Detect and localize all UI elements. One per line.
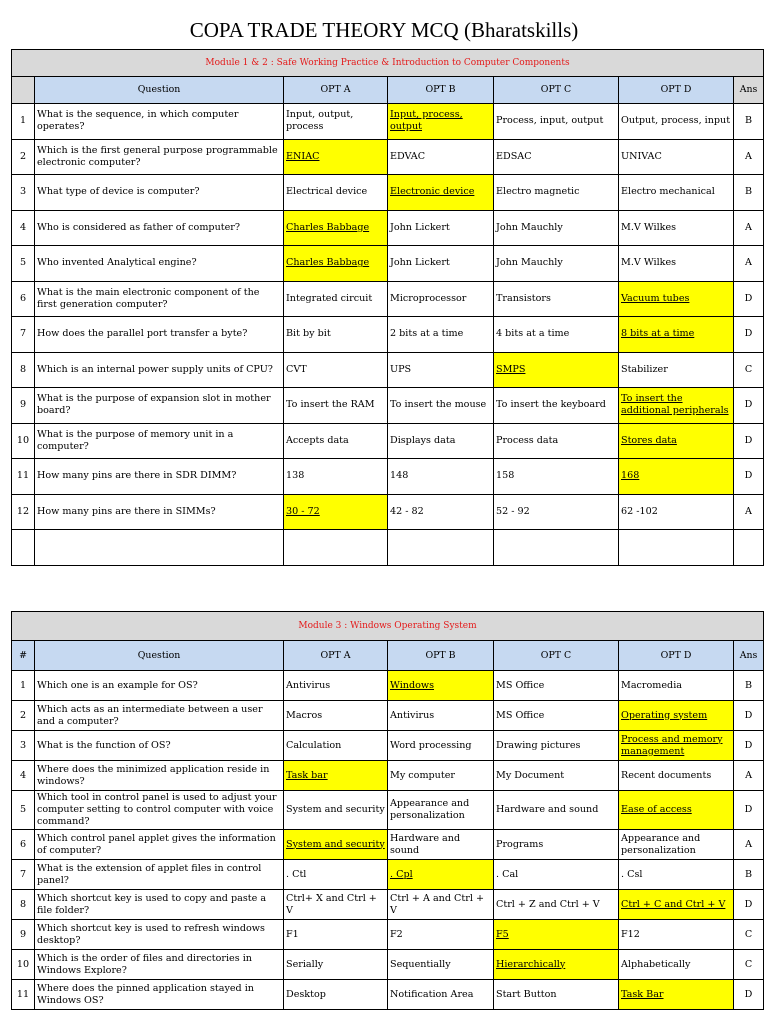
option-a: 138 [284, 459, 388, 495]
question-text: What is the function of OS? [35, 731, 284, 761]
option-b: EDVAC [388, 139, 494, 175]
answer: A [734, 139, 764, 175]
answer: D [734, 701, 764, 731]
question-row [12, 701, 764, 731]
correct-answer-text: Input, process, output [390, 109, 463, 133]
option-c: John Mauchly [494, 246, 619, 282]
correct-answer-text: Task Bar [621, 988, 664, 1000]
correct-answer-text: . Cpl [390, 868, 413, 880]
option-c: 52 - 92 [494, 494, 619, 530]
option-a: Integrated circuit [284, 281, 388, 317]
option-a: Input, output, process [284, 104, 388, 140]
question-row [12, 830, 764, 860]
answer: B [734, 175, 764, 211]
option-c: Process data [494, 423, 619, 459]
option-d [619, 980, 734, 1010]
option-a: CVT [284, 352, 388, 388]
option-d: Stabilizer [619, 352, 734, 388]
answer: D [734, 317, 764, 353]
option-c: Hardware and sound [494, 791, 619, 830]
option-b: F2 [388, 920, 494, 950]
option-d: Electro mechanical [619, 175, 734, 211]
option-b: John Lickert [388, 246, 494, 282]
question-text: Where does the pinned application stayed in Windows OS? [35, 980, 284, 1010]
question-number: 4 [12, 761, 35, 791]
option-c: Programs [494, 830, 619, 860]
question-text: Which shortcut key is used to copy and paste a file folder? [35, 890, 284, 920]
correct-answer-text: 8 bits at a time [621, 328, 695, 340]
option-c: Transistors [494, 281, 619, 317]
option-a [284, 246, 388, 282]
question-text: How does the parallel port transfer a byte? [35, 317, 284, 353]
option-c: . Cal [494, 860, 619, 890]
option-d [619, 423, 734, 459]
question-number: 10 [12, 950, 35, 980]
option-c: MS Office [494, 671, 619, 701]
option-c [494, 920, 619, 950]
option-a: System and security [284, 791, 388, 830]
correct-answer-text: ENIAC [286, 150, 320, 162]
header-number [12, 77, 35, 104]
question-row [12, 210, 764, 246]
option-d [619, 890, 734, 920]
option-d: Appearance and personalization [619, 830, 734, 860]
option-b: Antivirus [388, 701, 494, 731]
option-c [494, 352, 619, 388]
header-opt-d: OPT D [619, 77, 734, 104]
header-opt-c: OPT C [494, 641, 619, 671]
option-b: 148 [388, 459, 494, 495]
question-row [12, 950, 764, 980]
option-d: 62 -102 [619, 494, 734, 530]
option-d [619, 317, 734, 353]
question-number: 11 [12, 459, 35, 495]
empty-cell [388, 530, 494, 566]
question-text: Which is an internal power supply units of CPU? [35, 352, 284, 388]
option-d [619, 791, 734, 830]
empty-cell [734, 530, 764, 566]
question-row [12, 423, 764, 459]
option-b [388, 671, 494, 701]
option-b: Appearance and personalization [388, 791, 494, 830]
option-c: Process, input, output [494, 104, 619, 140]
correct-answer-text: 30 - 72 [286, 505, 320, 517]
empty-row [12, 530, 764, 566]
question-number: 4 [12, 210, 35, 246]
option-a [284, 494, 388, 530]
option-b: 2 bits at a time [388, 317, 494, 353]
question-row [12, 175, 764, 211]
option-d [619, 281, 734, 317]
header-opt-a: OPT A [284, 77, 388, 104]
option-b [388, 175, 494, 211]
option-c: 4 bits at a time [494, 317, 619, 353]
question-number: 8 [12, 352, 35, 388]
question-number: 7 [12, 317, 35, 353]
question-number: 1 [12, 104, 35, 140]
empty-cell [619, 530, 734, 566]
question-number: 10 [12, 423, 35, 459]
question-text: How many pins are there in SIMMs? [35, 494, 284, 530]
question-row [12, 139, 764, 175]
option-b: Sequentially [388, 950, 494, 980]
answer: D [734, 423, 764, 459]
header-opt-b: OPT B [388, 77, 494, 104]
option-a: Macros [284, 701, 388, 731]
option-d: M.V Wilkes [619, 246, 734, 282]
correct-answer-text: Windows [390, 679, 434, 691]
question-number: 9 [12, 388, 35, 424]
question-number: 3 [12, 175, 35, 211]
question-row [12, 791, 764, 830]
option-d [619, 459, 734, 495]
answer: B [734, 104, 764, 140]
question-text: Who is considered as father of computer? [35, 210, 284, 246]
module-1-2-table [11, 49, 764, 566]
question-text: What is the purpose of expansion slot in mother board? [35, 388, 284, 424]
option-d: Output, process, input [619, 104, 734, 140]
correct-answer-text: Process and memory management [621, 733, 723, 757]
question-row [12, 671, 764, 701]
header-question: Question [35, 77, 284, 104]
answer: C [734, 352, 764, 388]
question-number: 6 [12, 830, 35, 860]
question-text: What is the main electronic component of the first generation computer? [35, 281, 284, 317]
answer: A [734, 246, 764, 282]
answer: D [734, 281, 764, 317]
option-b: John Lickert [388, 210, 494, 246]
question-number: 7 [12, 860, 35, 890]
option-c: John Mauchly [494, 210, 619, 246]
question-number: 9 [12, 920, 35, 950]
header-question: Question [35, 641, 284, 671]
answer: A [734, 830, 764, 860]
question-number: 2 [12, 139, 35, 175]
correct-answer-text: Electronic device [390, 186, 475, 198]
question-row [12, 388, 764, 424]
module-heading: Module 3 : Windows Operating System [12, 612, 764, 641]
option-a: F1 [284, 920, 388, 950]
question-text: Where does the minimized application reside in windows? [35, 761, 284, 791]
question-row [12, 731, 764, 761]
question-number: 11 [12, 980, 35, 1010]
option-a: . Ctl [284, 860, 388, 890]
question-row [12, 890, 764, 920]
answer: D [734, 459, 764, 495]
question-text: What type of device is computer? [35, 175, 284, 211]
option-a: Bit by bit [284, 317, 388, 353]
module-3-table [11, 611, 764, 1010]
option-d [619, 731, 734, 761]
option-a [284, 139, 388, 175]
option-b [388, 860, 494, 890]
answer: A [734, 761, 764, 791]
correct-answer-text: SMPS [496, 363, 526, 375]
question-row [12, 352, 764, 388]
option-a [284, 761, 388, 791]
correct-answer-text: Vacuum tubes [621, 292, 690, 304]
module-heading: Module 1 & 2 : Safe Working Practice & Introduction to Computer Components [12, 50, 764, 77]
question-row [12, 281, 764, 317]
option-b: Word processing [388, 731, 494, 761]
question-text: What is the extension of applet files in control panel? [35, 860, 284, 890]
answer: C [734, 920, 764, 950]
option-c: My Document [494, 761, 619, 791]
question-row [12, 761, 764, 791]
option-b: Notification Area [388, 980, 494, 1010]
question-text: What is the purpose of memory unit in a computer? [35, 423, 284, 459]
option-a: Calculation [284, 731, 388, 761]
answer: B [734, 860, 764, 890]
correct-answer-text: Ctrl + C and Ctrl + V [621, 898, 726, 910]
answer: D [734, 791, 764, 830]
option-c: EDSAC [494, 139, 619, 175]
correct-answer-text: Hierarchically [496, 958, 566, 970]
correct-answer-text: System and security [286, 838, 385, 850]
question-text: Who invented Analytical engine? [35, 246, 284, 282]
option-a: To insert the RAM [284, 388, 388, 424]
header-opt-a: OPT A [284, 641, 388, 671]
correct-answer-text: 168 [621, 470, 640, 482]
option-c: Ctrl + Z and Ctrl + V [494, 890, 619, 920]
empty-cell [35, 530, 284, 566]
option-a: Desktop [284, 980, 388, 1010]
header-opt-b: OPT B [388, 641, 494, 671]
header-ans: Ans [734, 641, 764, 671]
option-c: 158 [494, 459, 619, 495]
question-row [12, 317, 764, 353]
option-b: Hardware and sound [388, 830, 494, 860]
option-c: Start Button [494, 980, 619, 1010]
empty-cell [284, 530, 388, 566]
question-row [12, 104, 764, 140]
option-b: UPS [388, 352, 494, 388]
option-a [284, 830, 388, 860]
option-b: Microprocessor [388, 281, 494, 317]
option-d [619, 701, 734, 731]
header-opt-c: OPT C [494, 77, 619, 104]
question-number: 1 [12, 671, 35, 701]
question-row [12, 980, 764, 1010]
option-d: Macromedia [619, 671, 734, 701]
correct-answer-text: Stores data [621, 434, 677, 446]
question-text: Which acts as an intermediate between a user and a computer? [35, 701, 284, 731]
answer: D [734, 890, 764, 920]
option-b: Ctrl + A and Ctrl + V [388, 890, 494, 920]
option-b: To insert the mouse [388, 388, 494, 424]
question-number: 3 [12, 731, 35, 761]
question-number: 2 [12, 701, 35, 731]
option-d: F12 [619, 920, 734, 950]
question-row [12, 246, 764, 282]
option-a: Serially [284, 950, 388, 980]
question-text: Which is the order of files and directories in Windows Explore? [35, 950, 284, 980]
option-d [619, 388, 734, 424]
option-c: To insert the keyboard [494, 388, 619, 424]
question-text: Which is the first general purpose programmable electronic computer? [35, 139, 284, 175]
question-text: How many pins are there in SDR DIMM? [35, 459, 284, 495]
correct-answer-text: Charles Babbage [286, 221, 370, 233]
option-c: Drawing pictures [494, 731, 619, 761]
option-a: Antivirus [284, 671, 388, 701]
question-text: Which tool in control panel is used to adjust your computer setting to control computer with voice command? [35, 791, 284, 830]
question-number: 6 [12, 281, 35, 317]
option-c: MS Office [494, 701, 619, 731]
option-b: 42 - 82 [388, 494, 494, 530]
question-number: 12 [12, 494, 35, 530]
answer: D [734, 731, 764, 761]
question-row [12, 494, 764, 530]
answer: C [734, 950, 764, 980]
question-text: Which shortcut key is used to refresh windows desktop? [35, 920, 284, 950]
empty-cell [12, 530, 35, 566]
question-text: Which one is an example for OS? [35, 671, 284, 701]
correct-answer-text: F5 [496, 928, 509, 940]
option-b: Displays data [388, 423, 494, 459]
document-title: COPA TRADE THEORY MCQ (Bharatskills) [189, 18, 579, 42]
option-d: . Csl [619, 860, 734, 890]
question-row [12, 459, 764, 495]
option-a: Accepts data [284, 423, 388, 459]
answer: B [734, 671, 764, 701]
option-c [494, 950, 619, 980]
empty-cell [494, 530, 619, 566]
answer: A [734, 210, 764, 246]
question-number: 8 [12, 890, 35, 920]
correct-answer-text: Ease of access [621, 804, 692, 815]
header-number: # [12, 641, 35, 671]
option-b: My computer [388, 761, 494, 791]
question-text: What is the sequence, in which computer operates? [35, 104, 284, 140]
correct-answer-text: To insert the additional peripherals [621, 393, 729, 417]
option-a [284, 210, 388, 246]
option-a: Ctrl+ X and Ctrl + V [284, 890, 388, 920]
option-d: Recent documents [619, 761, 734, 791]
answer: A [734, 494, 764, 530]
question-number: 5 [12, 791, 35, 830]
answer: D [734, 980, 764, 1010]
option-d: Alphabetically [619, 950, 734, 980]
question-number: 5 [12, 246, 35, 282]
option-d: M.V Wilkes [619, 210, 734, 246]
header-opt-d: OPT D [619, 641, 734, 671]
question-row [12, 860, 764, 890]
option-c: Electro magnetic [494, 175, 619, 211]
option-d: UNIVAC [619, 139, 734, 175]
option-a: Electrical device [284, 175, 388, 211]
correct-answer-text: Operating system [621, 709, 708, 721]
answer: D [734, 388, 764, 424]
correct-answer-text: Task bar [286, 769, 328, 781]
question-row [12, 920, 764, 950]
correct-answer-text: Charles Babbage [286, 257, 370, 269]
question-text: Which control panel applet gives the information of computer? [35, 830, 284, 860]
option-b [388, 104, 494, 140]
header-ans: Ans [734, 77, 764, 104]
